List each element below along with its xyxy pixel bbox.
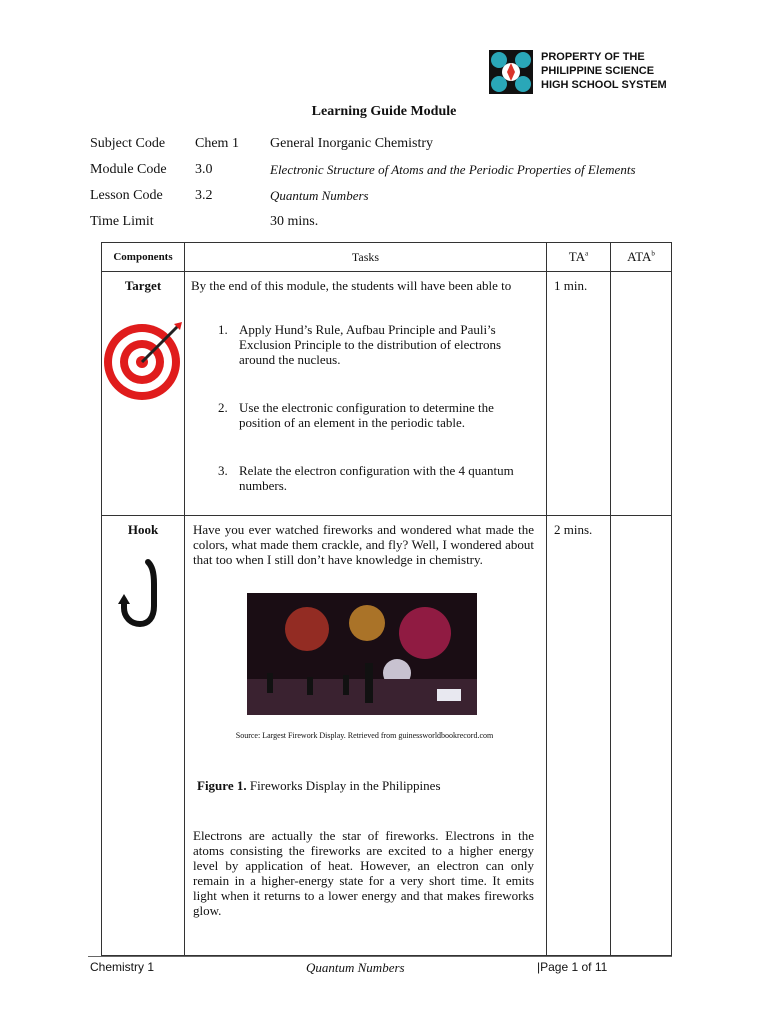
- hook-body: Electrons are actually the star of fireworks. Electrons in the atoms consisting the fireworks are excited to a higher energy level by application of heat. However, an electron can only remain in a higher-energy state for a very short time. It emits light when it returns to a lower energy and that makes fireworks glow.: [193, 828, 534, 918]
- header-tasks: Tasks: [185, 243, 547, 272]
- objective-item: 1. Apply Hund’s Rule, Aufbau Principle and Pauli’s Exclusion Principle to the distribution of electrons around the nucleus.: [231, 322, 538, 367]
- hook-icon: [118, 558, 168, 628]
- meta-desc: 30 mins.: [270, 214, 319, 229]
- meta-desc: General Inorganic Chemistry: [270, 136, 434, 151]
- meta-label: Module Code: [90, 162, 167, 177]
- logo-text: [541, 50, 691, 92]
- logo-line-3: HIGH SCHOOL SYSTEM: [541, 79, 667, 91]
- hook-question: Have you ever watched fireworks and wondered what made the colors, what made them crackle, and fly? Well, I wondered about that too when I still don’t have knowledge in chemistry.: [193, 522, 534, 567]
- target-intro: By the end of this module, the students will have been able to: [191, 278, 512, 293]
- header-ta-label: TA: [568, 249, 586, 264]
- hook-tasks-cell: [185, 516, 547, 956]
- meta-label: Subject Code: [90, 136, 166, 151]
- objective-item: 2. Use the electronic configuration to determine the position of an element in the periodic table.: [231, 400, 538, 430]
- meta-desc: Electronic Structure of Atoms and the Periodic Properties of Elements: [270, 162, 636, 177]
- fireworks-photo: [247, 593, 477, 715]
- figure-caption-text: Fireworks Display in the Philippines: [249, 778, 441, 793]
- photo-source: Source: Largest Firework Display. Retrieved from guinessworldbookrecord.com: [235, 731, 494, 740]
- hook-ata: [611, 516, 672, 956]
- objective-item: 3. Relate the electron configuration with the 4 quantum numbers.: [231, 463, 538, 493]
- meta-code: 3.0: [195, 162, 213, 177]
- footer-subject: Chemistry 1: [90, 960, 155, 974]
- target-component-cell: [102, 272, 185, 516]
- table-row-hook: [102, 516, 672, 956]
- header-ata-sup: b: [651, 249, 655, 258]
- meta-code: 3.2: [195, 188, 213, 203]
- header-ta: [547, 243, 611, 272]
- target-label: Target: [124, 278, 162, 293]
- figure-label: Figure 1.: [197, 778, 247, 793]
- meta-code: Chem 1: [195, 136, 239, 151]
- footer-lesson: Quantum Numbers: [306, 960, 405, 975]
- figure-caption: [197, 778, 538, 794]
- header-ta-sup: a: [585, 249, 589, 258]
- footer-page: |Page 1 of 11: [537, 960, 608, 974]
- meta-desc: Quantum Numbers: [270, 188, 369, 203]
- logo-line-2: PHILIPPINE SCIENCE: [541, 65, 655, 77]
- pshs-logo: [487, 48, 687, 96]
- header-components: Components: [102, 243, 185, 272]
- meta-label: Time Limit: [90, 214, 154, 229]
- pshs-logo-mark: [487, 48, 535, 96]
- hook-component-cell: [102, 516, 185, 956]
- header-ata: [611, 243, 672, 272]
- hook-label: Hook: [127, 522, 159, 537]
- module-table: [101, 242, 672, 956]
- document-title: Learning Guide Module: [311, 104, 457, 119]
- table-header-row: [102, 243, 672, 272]
- target-ata: [611, 272, 672, 516]
- target-tasks-cell: [185, 272, 547, 516]
- table-row-target: [102, 272, 672, 516]
- objectives-list: [191, 322, 538, 493]
- logo-line-1: PROPERTY OF THE: [541, 51, 645, 63]
- meta-label: Lesson Code: [90, 188, 163, 203]
- footer-divider: [88, 956, 672, 957]
- target-icon: [102, 322, 184, 402]
- target-ta: 1 min.: [547, 272, 611, 516]
- header-ata-label: ATA: [627, 249, 652, 264]
- hook-ta: 2 mins.: [547, 516, 611, 956]
